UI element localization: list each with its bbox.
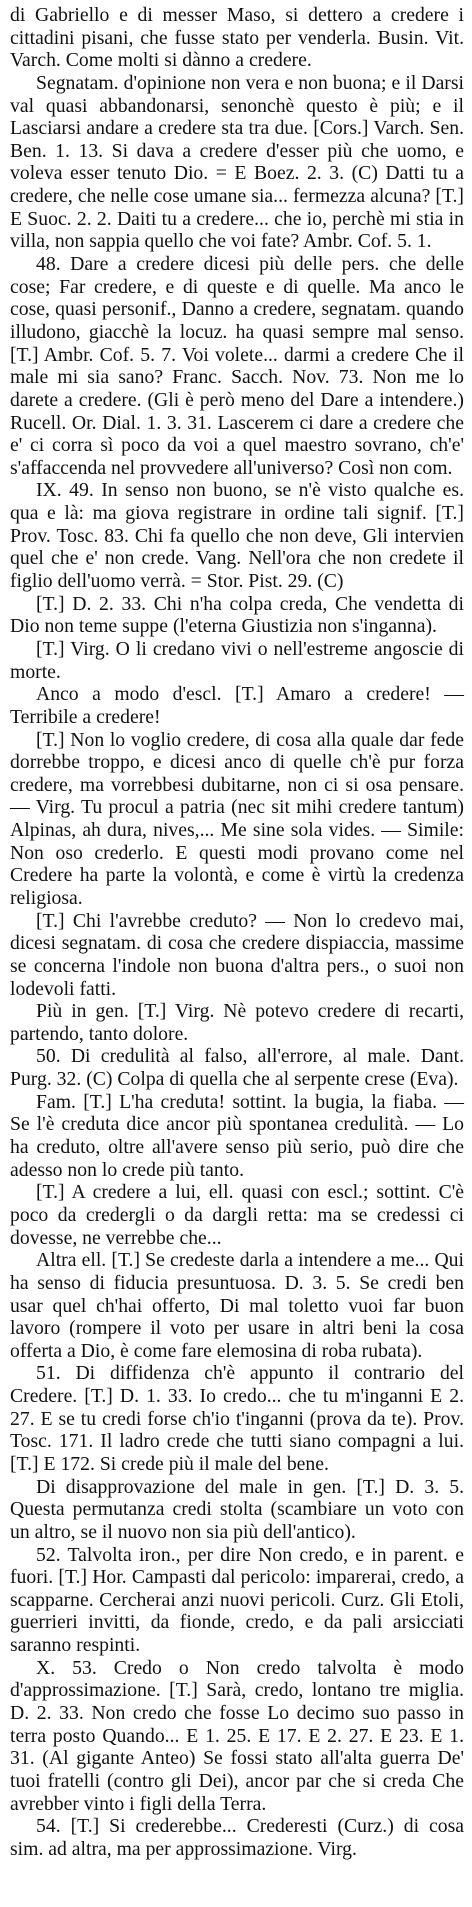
paragraph-54: 54. [T.] Si crederebbe... Crederesti (Curz.) di cosa sim. ad altra, ma per approssimazione. Virg. bbox=[10, 1815, 464, 1860]
paragraph-escl: Anco a modo d'escl. [T.] Amaro a credere! — Terribile a credere! bbox=[10, 683, 464, 728]
paragraph-50: 50. Di credulità al falso, all'errore, al male. Dant. Purg. 32. (C) Colpa di quella che al serpente crese (Eva). bbox=[10, 1045, 464, 1091]
paragraph-chi-lavrebbe: [T.] Chi l'avrebbe creduto? — Non lo credevo mai, dicesi segnatam. di cosa che credere dispiaccia, massime se concerna l'indole non buona d'altra pers., o suoi non lodevoli fatti. bbox=[10, 909, 464, 1000]
paragraph-48: 48. Dare a credere dicesi più delle pers. che delle cose; Far credere, e di queste e di quelle. Ma anco le cose, quasi personif., Danno a credere, segnatam. quando illudono, giacchè la locuz. ha quasi sempre mal senso. [T.] Ambr. Cof. 5. 7. Voi volete... darmi a credere Che il male mi sia sano? Franc. Sacch. Nov. 73. Non me lo darete a credere. (Gli è però meno del Dare a intendere.) Rucell. Or. Dial. 1. 3. 31. Lascerem ci dare a credere che e' ci corra sì poco da voi a quel maestro sovrano, ch'e' s'affaccenda nel provvedere all'universo? Così non com. bbox=[10, 253, 464, 479]
paragraph-disapprovazione: Di disapprovazione del male in gen. [T.] D. 3. 5. Questa permutanza credi stolta (scambiare un voto con un altro, se il nuovo non sia più dell'antico). bbox=[10, 1475, 464, 1543]
paragraph-ix-49: IX. 49. In senso non buono, se n'è visto qualche es. qua e là: ma giova registrare in ordine tali signif. [T.] Prov. Tosc. 83. Chi fa quello che non deve, Gli intervien quel che e' non crede. Vang. Nell'ora che non credete il figlio dell'uomo verrà. = Stor. Pist. 29. (C) bbox=[10, 479, 464, 593]
paragraph-a-credere-a-lui: [T.] A credere a lui, ell. quasi con escl.; sottint. C'è poco da credergli o da dargli retta: ma se credessi ci dovesse, ne verrebbe che... bbox=[10, 1181, 464, 1249]
paragraph-virg-credano: [T.] Virg. O li credano vivi o nell'estreme angoscie di morte. bbox=[10, 637, 464, 683]
paragraph-altra-ell: Altra ell. [T.] Se credeste darla a intendere a me... Qui ha senso di fiducia presuntuosa. D. 3. 5. Se credi ben usar quel ch'hai offerto, Di mal toletto vuoi far buon lavoro (rompere il voto per usare in altri beni la cosa offerta a Dio, è come fare elemosina di roba rubata). bbox=[10, 1249, 464, 1362]
paragraph-fam: Fam. [T.] L'ha creduta! sottint. la bugia, la fiaba. — Se l'è creduta dice ancor più spontanea credulità. — Lo ha creduto, oltre all'avere senso più serio, può dire che adesso non lo crede più tanto. bbox=[10, 1090, 464, 1181]
paragraph-piu-in-gen: Più in gen. [T.] Virg. Nè potevo credere di recarti, partendo, tanto dolore. bbox=[10, 1000, 464, 1045]
paragraph-52: 52. Talvolta iron., per dire Non credo, e in parent. e fuori. [T.] Hor. Campasti dal pericolo: imparerai, credo, a scapparne. Cercherai anzi nuovi pericoli. Curz. Gli Etoli, guerrieri invitti, da fionde, credo, e da pali arsicciati saranno respinti. bbox=[10, 1543, 464, 1657]
paragraph-continuation: di Gabriello e di messer Maso, si dettero a credere i cittadini pisani, che fusse stato per venderla. Busin. Vit. Varch. Come molti si dànno a credere. bbox=[10, 4, 464, 72]
paragraph-51: 51. Di diffidenza ch'è appunto il contrario del Credere. [T.] D. 1. 33. Io credo... che tu m'inganni E 2. 27. E se tu credi forse ch'io t'inganni (prova da te). Prov. Tosc. 171. Il ladro crede che tutti siano compagni a lui. [T.] E 172. Si crede più il male del bene. bbox=[10, 1362, 464, 1475]
paragraph-x-53: X. 53. Credo o Non credo talvolta è modo d'approssimazione. [T.] Sarà, credo, lontano tre miglia. D. 2. 33. Non credo che fosse Lo decimo suo passo in terra posto Quando... E 1. 25. E 17. E 2. 27. E 23. E 1. 31. (Al gigante Anteo) Se fossi stato all'alta guerra De' tuoi fratelli (contro gli Dei), ancor par che si creda Che avrebber vinto i figli della Terra. bbox=[10, 1656, 464, 1815]
paragraph-non-lo-voglio: [T.] Non lo voglio credere, di cosa alla quale dar fede dorrebbe troppo, e dicesi anco di quelle ch'è pur forza credere, ma vorrebbesi dubitarne, non ci si osa pensare. — Virg. Tu procul a patria (nec sit mihi credere tantum) Alpinas, ah dura, nives,... Me sine sola vides. — Simile: Non oso crederlo. E questi modi provano come nel Credere ha parte la volontà, e come è virtù la credenza religiosa. bbox=[10, 728, 464, 909]
paragraph-dante-2-33: [T.] D. 2. 33. Chi n'ha colpa creda, Che vendetta di Dio non teme suppe (l'eterna Giustizia non s'inganna). bbox=[10, 592, 464, 638]
paragraph-segnatam: Segnatam. d'opinione non vera e non buona; e il Darsi val quasi abbandonarsi, senonchè questo è più; e il Lasciarsi andare a credere sta tra due. [Cors.] Varch. Sen. Ben. 1. 13. Si dava a credere d'esser più che uomo, e voleva esser tenuto Dio. = E Boez. 2. 3. (C) Datti tu a credere, che nelle cose umane sia... fermezza alcuna? [T.] E Suoc. 2. 2. Daiti tu a credere... che io, perchè mi stia in villa, non sappia quello che voi fate? Ambr. Cof. 5. 1. bbox=[10, 71, 464, 253]
